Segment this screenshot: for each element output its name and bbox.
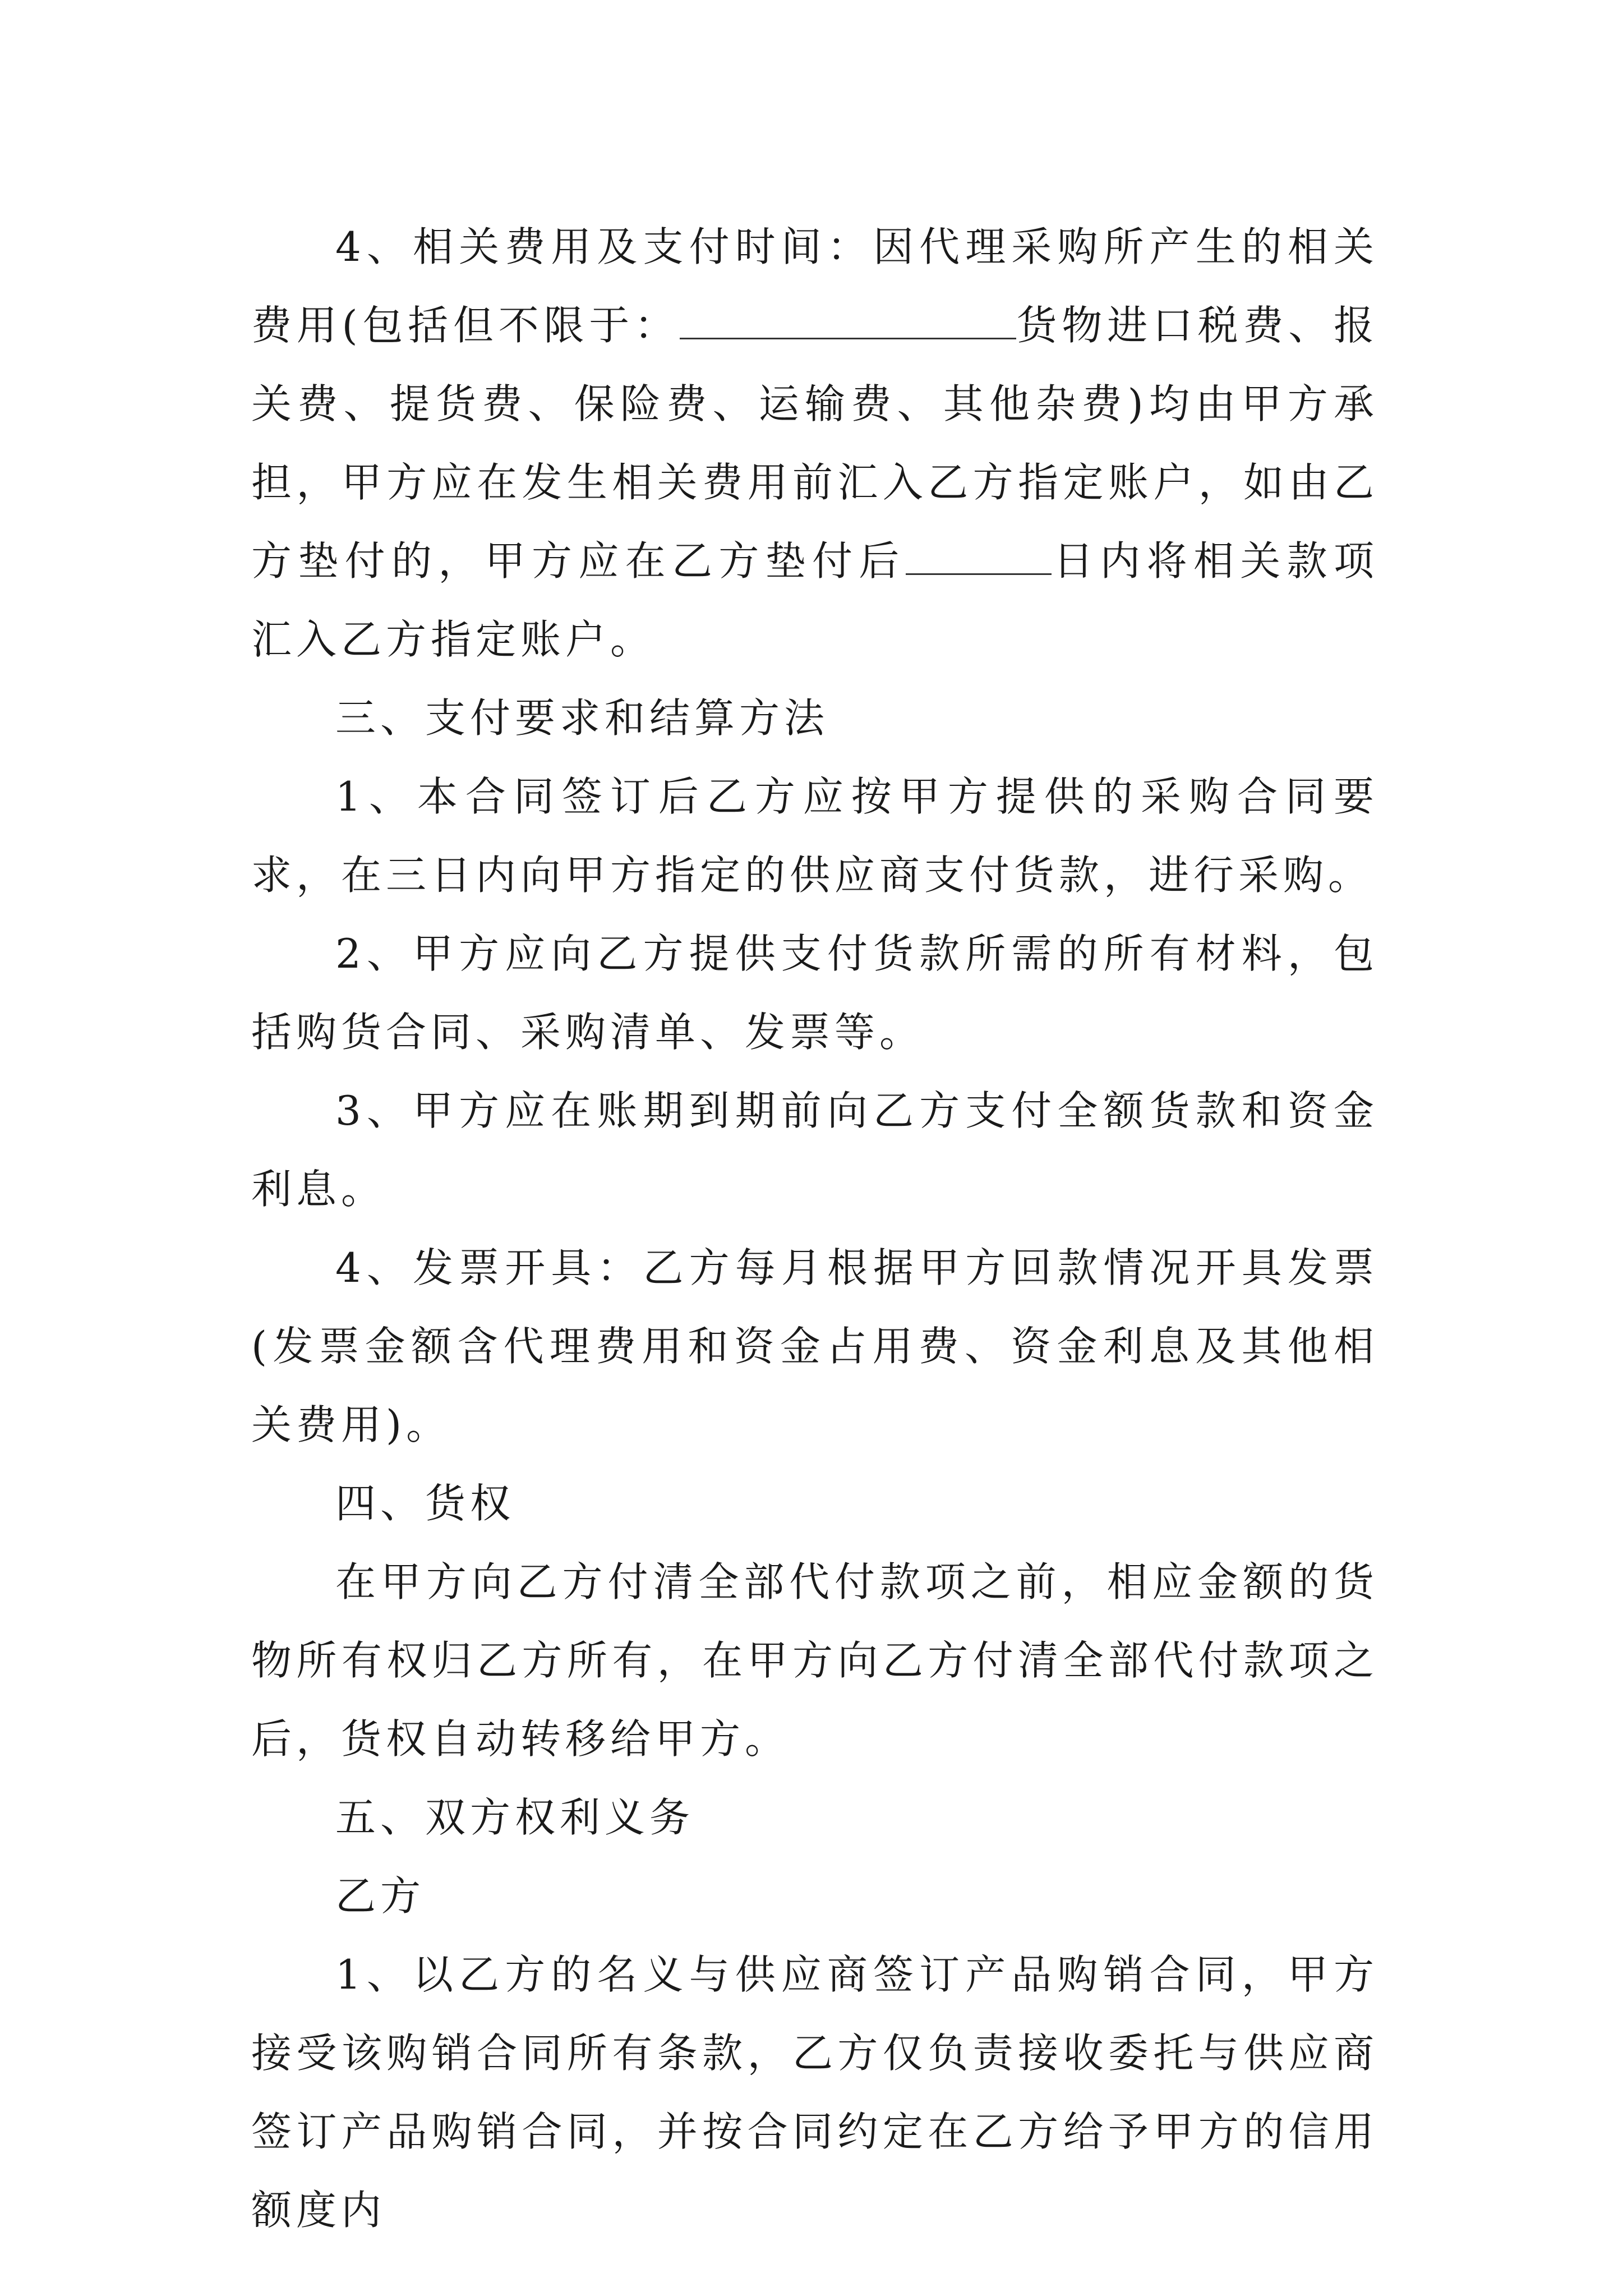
blank-fee-items <box>680 301 1016 339</box>
document-body <box>251 208 1378 2249</box>
paragraph-payment-3: 3、甲方应在账期到期前向乙方支付全额货款和资金利息。 <box>251 1087 1378 1213</box>
fees-text-part2: 货物进口税费、报关费、提货费、保险费、运输费、其他杂费)均由甲方承担，甲方应在发生相关费用前汇入乙方指定账户，如由乙方垫付的，甲方应在乙方垫付后 <box>251 302 1378 585</box>
fees-text-part1: 4、相关费用及支付时间：因代理采购所产生的相关费用(包括但不限于： <box>251 223 1378 349</box>
paragraph-party-b-1: 1、以乙方的名义与供应商签订产品购销合同，甲方接受该购销合同所有条款，乙方仅负责接收委托与供应商签订产品购销合同，并按合同约定在乙方给予甲方的信用额度内 <box>251 1951 1378 2234</box>
heading-ownership: 四、货权 <box>335 1480 515 1527</box>
heading-payment-settlement: 三、支付要求和结算方法 <box>335 694 829 742</box>
heading-rights-obligations: 五、双方权利义务 <box>335 1794 695 1841</box>
paragraph-payment-2: 2、甲方应向乙方提供支付货款所需的所有材料，包括购货合同、采购清单、发票等。 <box>251 930 1378 1056</box>
paragraph-invoice: 4、发票开具：乙方每月根据甲方回款情况开具发票(发票金额含代理费用和资金占用费、资金利息及其他相关费用)。 <box>251 1244 1378 1448</box>
fees-text-part3: 日内将相关款项汇入乙方指定账户。 <box>251 537 1378 663</box>
paragraph-fees-payment <box>251 208 1378 679</box>
paragraph-payment-1: 1、本合同签订后乙方应按甲方提供的采购合同要求，在三日内向甲方指定的供应商支付货款，进行采购。 <box>251 773 1378 899</box>
subheading-party-b: 乙方 <box>335 1872 426 1920</box>
paragraph-ownership: 在甲方向乙方付清全部代付款项之前，相应金额的货物所有权归乙方所有，在甲方向乙方付清全部代付款项之后，货权自动转移给甲方。 <box>251 1558 1378 1763</box>
blank-days <box>906 537 1052 575</box>
